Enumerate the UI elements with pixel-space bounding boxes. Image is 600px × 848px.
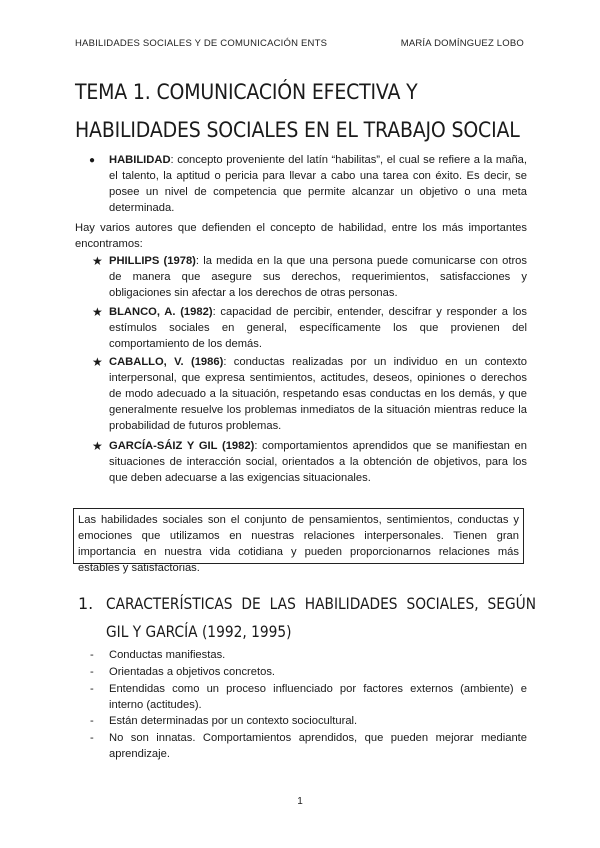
dash-icon: - — [90, 649, 94, 661]
author-text: : comportamientos aprendidos que se manifiestan en situaciones de interacción social, orientados a la obtención de objetivos, para los que deben adecuarse a las exigencias situacionales. — [109, 440, 527, 484]
author-definition-blanco — [109, 304, 527, 352]
author-name: PHILLIPS (1978) — [109, 255, 196, 267]
dash-icon: - — [90, 683, 94, 695]
author-text: : conductas realizadas por un individuo en un contexto interpersonal, que expresa sentimientos, actitudes, deseos, opiniones o derechos de modo adecuado a la situación, respetando esas conductas en los demás, y que generalmente resuelve los problemas inmediatos de la situación mientras reduce la probabilidad de futuros problemas. — [109, 356, 527, 432]
dash-icon: - — [90, 715, 94, 727]
author-definition-garcia-saiz-gil — [109, 438, 527, 486]
header-author: MARÍA DOMÍNGUEZ LOBO — [400, 38, 524, 49]
list-item: No son innatas. Comportamientos aprendidos, que pueden mejorar mediante aprendizaje. — [109, 732, 527, 760]
star-icon: ★ — [92, 254, 103, 268]
star-icon: ★ — [92, 439, 103, 453]
definition-term: HABILIDAD — [109, 154, 171, 166]
header-course-title: HABILIDADES SOCIALES Y DE COMUNICACIÓN ENTS — [75, 38, 328, 49]
definition-habilidad — [109, 152, 527, 216]
intro-paragraph: Hay varios autores que defienden el concepto de habilidad, entre los más importantes encontramos: — [75, 222, 527, 250]
list-item: Están determinadas por un contexto sociocultural. — [109, 715, 358, 727]
summary-box: Las habilidades sociales son el conjunto de pensamientos, sentimientos, conductas y emociones que utilizamos en nuestras relaciones interpersonales. Tienen gran importancia en nuestra vida cotidiana y pueden proporcionarnos relaciones más estables y satisfactorias. — [73, 508, 524, 564]
star-icon: ★ — [92, 305, 103, 319]
author-name: GARCÍA-SÁIZ Y GIL (1982) — [109, 440, 255, 452]
author-name: CABALLO, V. (1986) — [109, 356, 224, 368]
page-title: TEMA 1. COMUNICACIÓN EFECTIVA Y HABILIDADES SOCIALES EN EL TRABAJO SOCIAL — [75, 80, 520, 143]
author-text: : la medida en la que una persona puede comunicarse con otros de manera que asegure sus derechos, requerimientos, satisfacciones y obligaciones sin afectar a los derechos de otras personas. — [109, 255, 528, 299]
author-name: BLANCO, A. (1982) — [109, 306, 213, 318]
bullet-icon: ● — [89, 155, 96, 166]
page-number: 1 — [297, 796, 303, 807]
definition-text: : concepto proveniente del latín “habilitas”, el cual se refiere a la maña, el talento, la aptitud o pericia para llevar a cabo una tarea con éxito. Es decir, se posee un nivel de competencia que permite alcanzar un objetivo o una meta determinada. — [109, 154, 527, 214]
list-item: Orientadas a objetivos concretos. — [109, 666, 276, 678]
section-heading-text: CARACTERÍSTICAS DE LAS HABILIDADES SOCIALES, SEGÚN GIL Y GARCÍA (1992, 1995) — [106, 594, 536, 641]
dash-icon: - — [90, 666, 94, 678]
list-item: Entendidas como un proceso influenciado por factores externos (ambiente) e interno (actitudes). — [109, 683, 527, 711]
section-number: 1. — [78, 594, 94, 613]
list-item: Conductas manifiestas. — [109, 649, 226, 661]
section-heading — [78, 590, 538, 646]
author-definition-caballo — [109, 354, 527, 434]
dash-icon: - — [90, 732, 94, 744]
author-text: : capacidad de percibir, entender, descifrar y responder a los estímulos sociales en general, específicamente los que provienen del comportamiento de los demás. — [109, 306, 527, 350]
star-icon: ★ — [92, 355, 103, 369]
author-definition-phillips — [109, 253, 527, 301]
